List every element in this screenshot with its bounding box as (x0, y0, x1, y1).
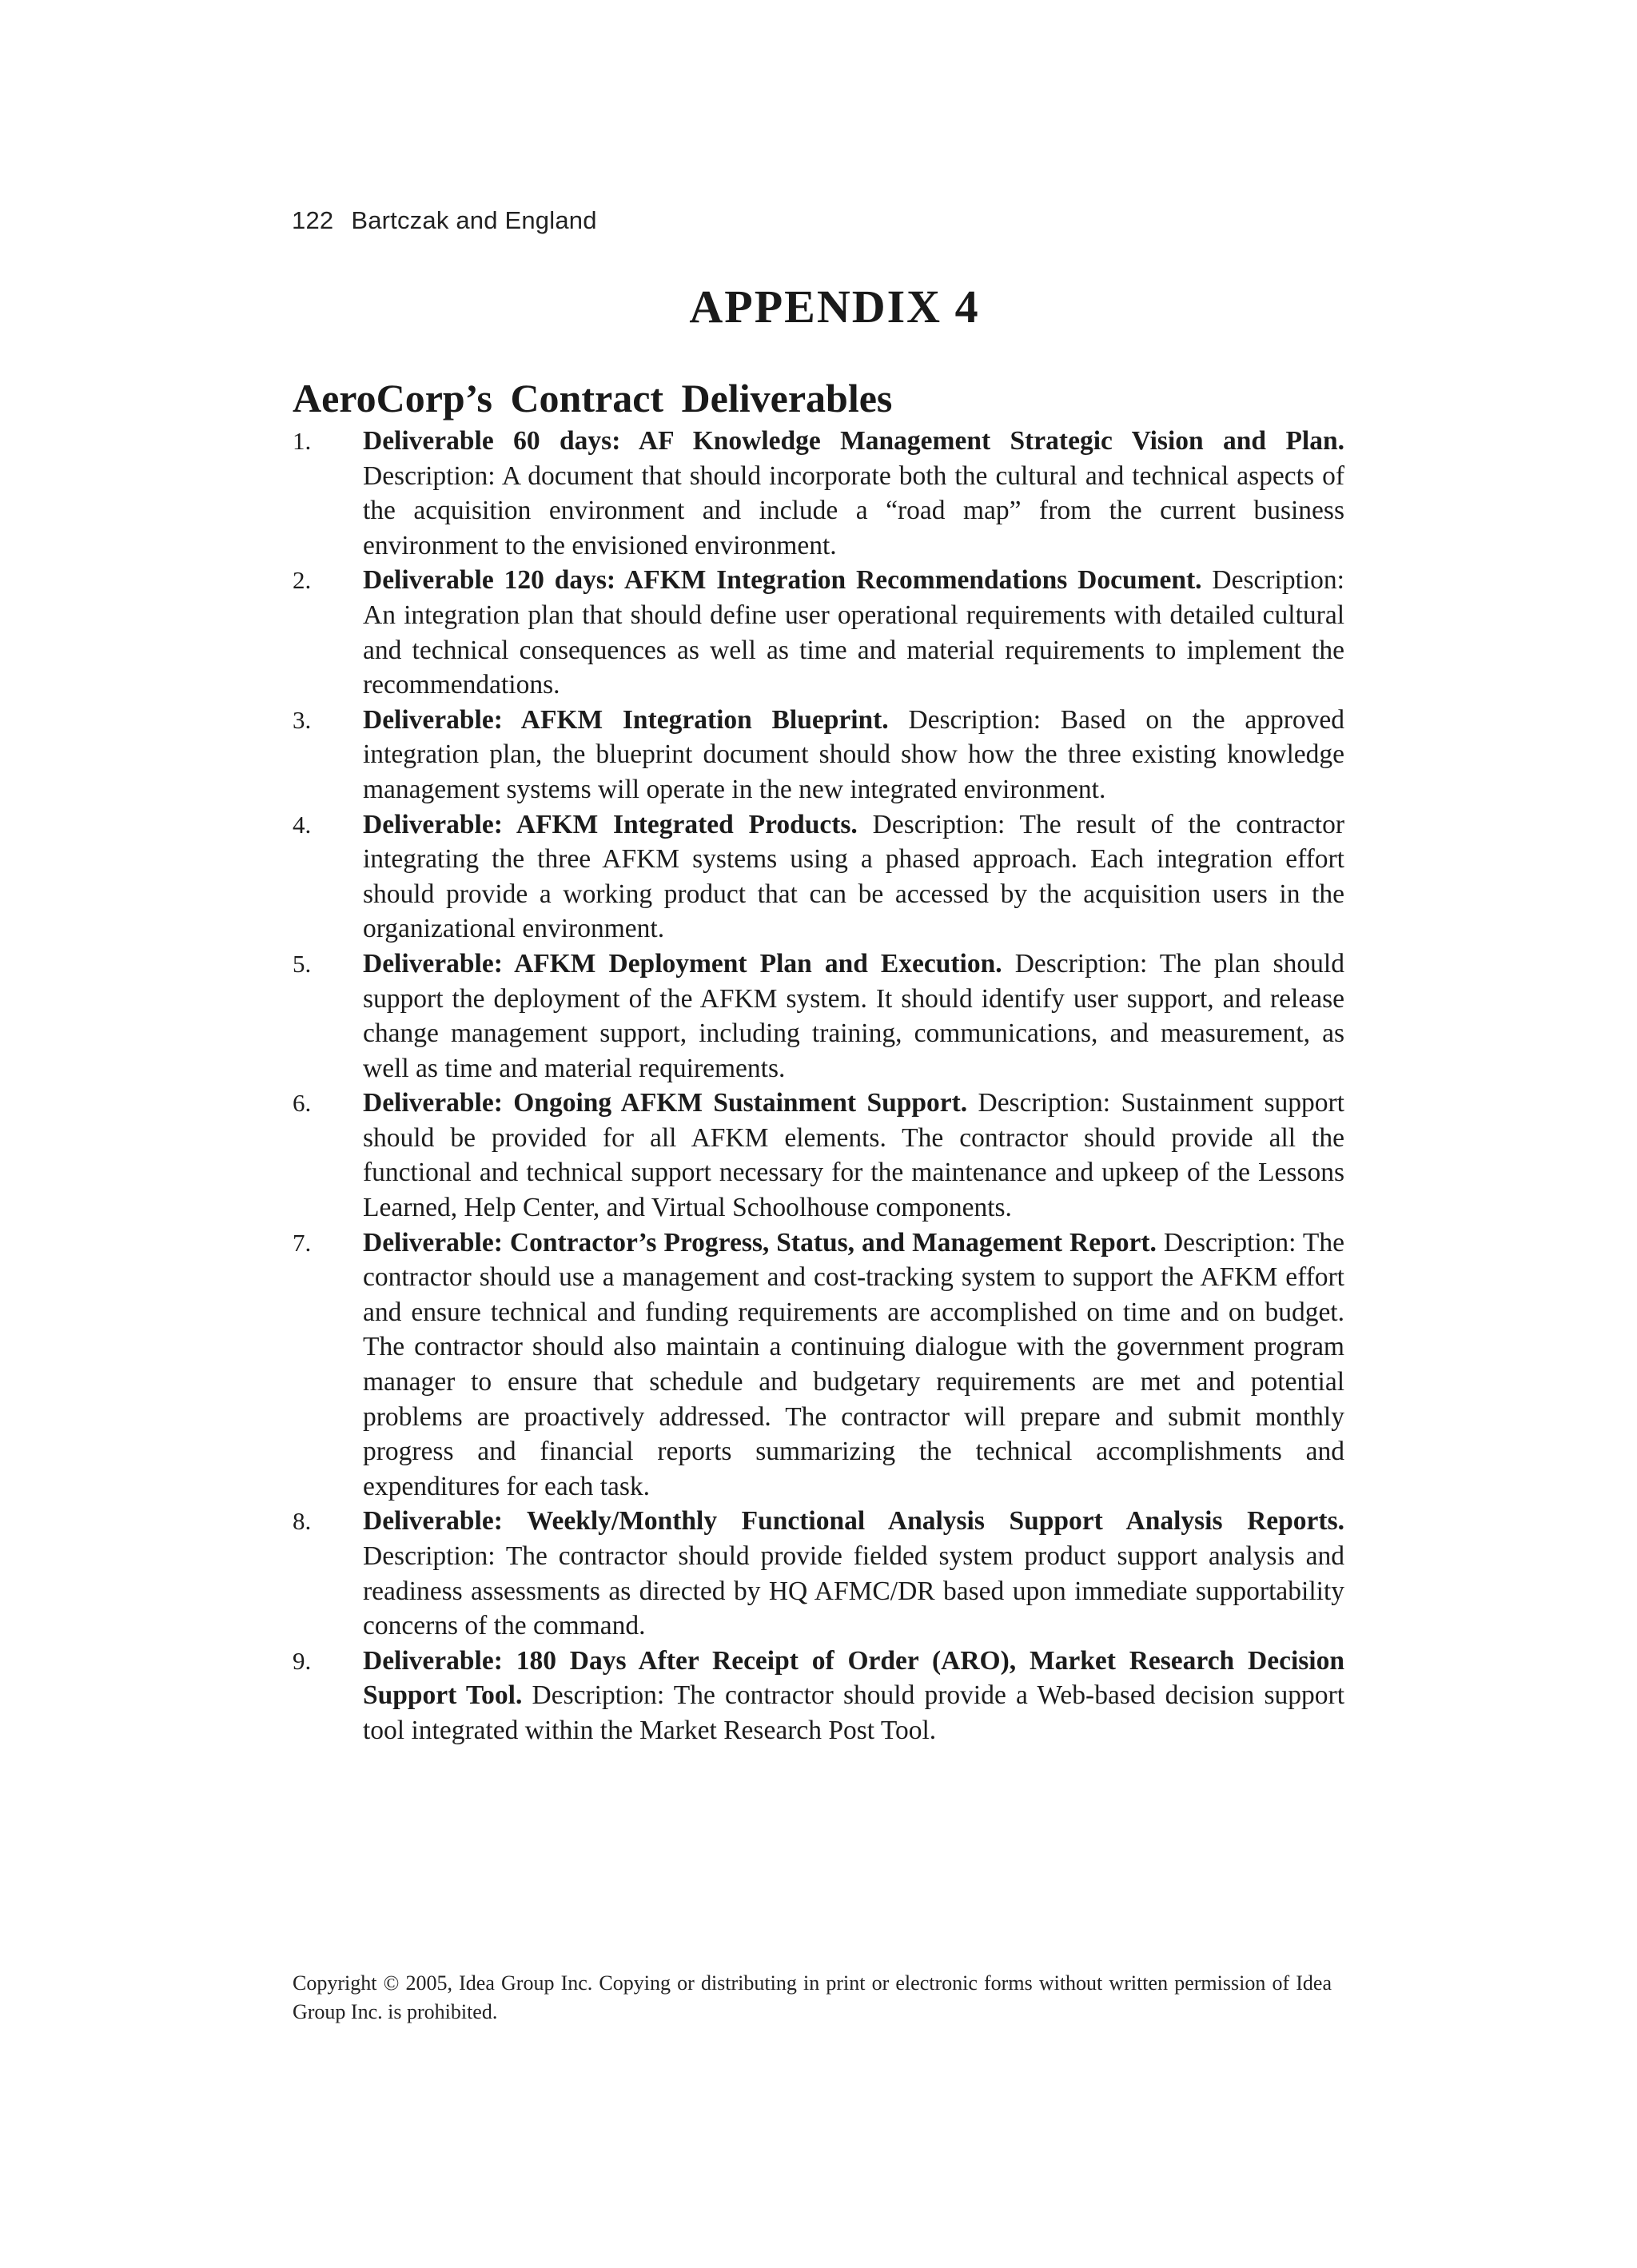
deliverable-item-8 (293, 1504, 1344, 1643)
deliverable-item-5 (293, 947, 1344, 1086)
deliverable-number: 1. (293, 427, 312, 455)
deliverable-number: 6. (293, 1089, 312, 1118)
deliverable-item-9 (293, 1644, 1344, 1748)
deliverable-description: Description: Sustainment support should be provided for all AFKM elements. The contractor should provide all the functional and technical support necessary for the maintenance and upkeep of the Lessons Learned, Help Center, and Virtual Schoolhouse components. (363, 1088, 1344, 1223)
deliverable-item-4 (293, 807, 1344, 947)
deliverable-item-1 (293, 424, 1344, 563)
running-head-authors: Bartczak and England (351, 206, 597, 234)
deliverable-item-7 (293, 1226, 1344, 1505)
deliverable-title: Deliverable: AFKM Deployment Plan and Execution. (363, 948, 1002, 979)
deliverable-description: Description: Based on the approved integration plan, the blueprint document should show how the three existing knowledge management systems will operate in the new integrated environment. (363, 704, 1345, 804)
deliverable-item-6 (293, 1086, 1344, 1225)
deliverable-title: Deliverable: Contractor’s Progress, Status, and Management Report. (363, 1227, 1157, 1258)
deliverable-title: Deliverable 60 days: AF Knowledge Management Strategic Vision and Plan. (363, 426, 1344, 456)
deliverable-title: Deliverable: AFKM Integrated Products. (363, 809, 858, 839)
deliverable-description: Description: The plan should support the deployment of the AFKM system. It should identify user support, and release change management support, including training, communications, and measurement, as well as time and material requirements. (363, 948, 1344, 1083)
deliverable-description: Description: A document that should incorporate both the cultural and technical aspects of the acquisition environment and include a “road map” from the current business environment to the envisioned environment. (363, 460, 1344, 560)
deliverable-title: Deliverable: Ongoing AFKM Sustainment Support. (363, 1088, 968, 1118)
deliverable-title: Deliverable: AFKM Integration Blueprint. (363, 704, 889, 735)
copyright-notice: Copyright © 2005, Idea Group Inc. Copying or distributing in print or electronic forms without written permission of Idea Group Inc. is prohibited. (293, 1971, 1332, 2023)
page-number: 122 (292, 206, 334, 234)
running-head (292, 206, 597, 235)
deliverable-number: 9. (293, 1646, 312, 1675)
deliverable-number: 7. (293, 1228, 312, 1257)
deliverable-number: 5. (293, 949, 312, 978)
deliverable-number: 2. (293, 566, 312, 595)
deliverables-list (293, 424, 1344, 1748)
deliverable-item-2 (293, 563, 1344, 702)
deliverable-number: 4. (293, 810, 312, 839)
deliverable-description: Description: The contractor should provide fielded system product support analysis and readiness assessments as directed by HQ AFMC/DR based upon immediate supportability concerns of the command. (363, 1541, 1344, 1641)
deliverable-description: Description: An integration plan that should define user operational requirements with detailed cultural and technical consequences as well as time and material requirements to implement the recommendations. (363, 565, 1344, 700)
deliverable-number: 8. (293, 1507, 312, 1536)
deliverable-description: Description: The contractor should provide a Web-based decision support tool integrated within the Market Research Post Tool. (363, 1680, 1344, 1745)
deliverable-item-3 (293, 703, 1344, 807)
deliverable-number: 3. (293, 705, 312, 734)
deliverable-title: Deliverable 120 days: AFKM Integration Recommendations Document. (363, 565, 1202, 596)
deliverable-title: Deliverable: Weekly/Monthly Functional Analysis Support Analysis Reports. (363, 1506, 1344, 1537)
deliverable-description: Description: The contractor should use a management and cost-tracking system to support the AFKM effort and ensure technical and funding requirements are accomplished on time and on budget. The contractor should also maintain a continuing dialogue with the government program manager to ensure that schedule and budgetary requirements are met and potential problems are proactively addressed. The contractor will prepare and submit monthly progress and financial reports summarizing the technical accomplishments and expenditures for each task. (363, 1227, 1344, 1501)
appendix-title: APPENDIX 4 (689, 281, 980, 333)
section-title: AeroCorp’s Contract Deliverables (293, 376, 893, 421)
deliverable-title: Deliverable: 180 Days After Receipt of Order (ARO), Market Research Decision Support Tool. (363, 1645, 1344, 1711)
deliverable-description: Description: The result of the contractor integrating the three AFKM systems using a phased approach. Each integration effort should provide a working product that can be accessed by the acquisition users in the organizational environment. (363, 809, 1345, 944)
